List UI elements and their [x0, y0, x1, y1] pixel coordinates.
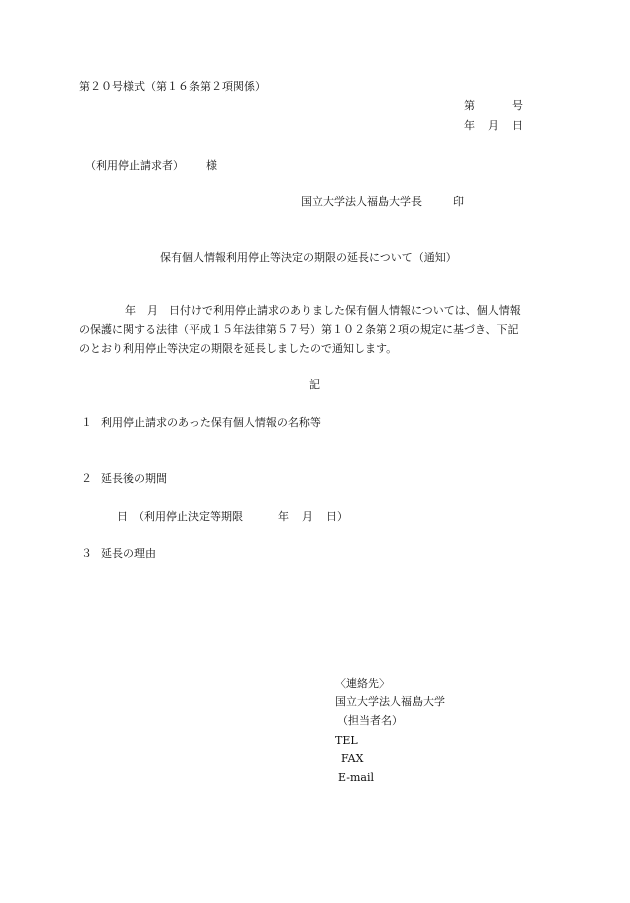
- doc-number-suffix: 号: [512, 99, 523, 112]
- issuer-seal: 印: [453, 195, 464, 208]
- contact-person: （担当者名）: [337, 714, 403, 727]
- period-day: 日: [117, 510, 128, 523]
- item-1-label: 利用停止請求のあった保有個人情報の名称等: [101, 416, 321, 429]
- doc-number-prefix: 第: [464, 99, 475, 112]
- body-line-2: の保護に関する法律（平成１５年法律第５７号）第１０２条第２項の規定に基づき、下記: [79, 323, 519, 336]
- doc-date-year: 年: [464, 119, 475, 132]
- document-title: 保有個人情報利用停止等決定の期限の延長について（通知）: [160, 251, 457, 264]
- form-header: 第２０号様式（第１６条第２項関係）: [79, 80, 266, 93]
- item-3-num: ３: [81, 547, 92, 560]
- item-1-num: １: [81, 416, 92, 429]
- doc-date-day: 日: [512, 119, 523, 132]
- body-line-3: のとおり利用停止等決定の期限を延長しましたので通知します。: [79, 342, 398, 355]
- period-year: 年: [278, 510, 289, 523]
- contact-org: 国立大学法人福島大学: [335, 695, 445, 708]
- item-2-num: ２: [81, 472, 92, 485]
- addressee-honorific: 様: [206, 159, 217, 172]
- period-month: 月: [302, 510, 313, 523]
- body-line-1-text: 日付けで利用停止請求のありました保有個人情報については、個人情報: [169, 304, 521, 317]
- doc-date-month: 月: [488, 119, 499, 132]
- body-year: 年: [125, 304, 136, 317]
- body-line-1: [79, 301, 521, 320]
- addressee-label: （利用停止請求者）: [85, 159, 184, 172]
- contact-heading: 〈連絡先〉: [335, 677, 390, 690]
- period-day-close: 日）: [326, 510, 348, 523]
- body-month: 月: [147, 304, 158, 317]
- item-3-label: 延長の理由: [101, 547, 156, 560]
- period-deadline-label: （利用停止決定等期限: [133, 510, 243, 523]
- contact-tel: TEL: [335, 734, 358, 747]
- contact-fax: FAX: [341, 752, 364, 765]
- ki-heading: 記: [309, 378, 320, 391]
- body-paragraph: [79, 301, 521, 358]
- contact-email: E-mail: [338, 771, 374, 784]
- item-2-label: 延長後の期間: [101, 472, 167, 485]
- issuer-name: 国立大学法人福島大学長: [301, 195, 422, 208]
